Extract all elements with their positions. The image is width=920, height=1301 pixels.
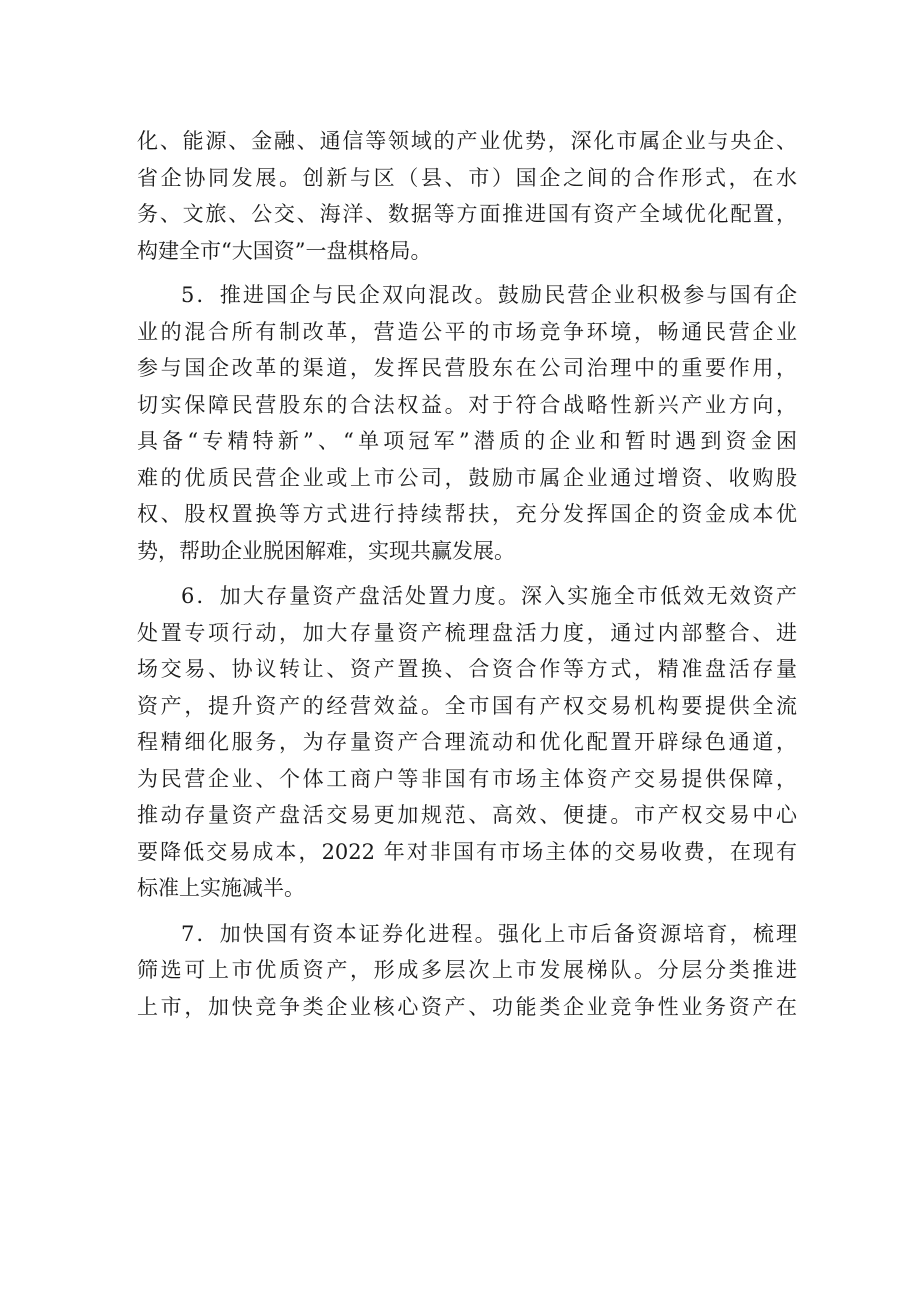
- text-line: 为民营企业、个体工商户等非国有市场主体资产交易提供保障，: [137, 766, 797, 791]
- paragraph-item-5: [137, 277, 797, 569]
- text-line: 筛选可上市优质资产，形成多层次上市发展梯队。分层分类推进: [137, 958, 797, 982]
- text-line: 构建全市“大国资”一盘棋格局。: [137, 238, 432, 263]
- text-line: 6．加大存量资产盘活处置力度。深入实施全市低效无效资产: [181, 584, 797, 608]
- paragraph-item-7: [137, 916, 797, 1026]
- text-line: 资产，提升资产的经营效益。全市国有产权交易机构要提供全流: [137, 693, 797, 718]
- text-line: 推动存量资产盘活交易更加规范、高效、便捷。市产权交易中心: [137, 803, 797, 827]
- text-line: 参与国企改革的渠道，发挥民营股东在公司治理中的重要作用，: [137, 356, 797, 380]
- text-line: 要降低交易成本，2022 年对非国有市场主体的交易收费，在现有: [137, 839, 797, 864]
- text-line: 具备“专精特新”、“单项冠军”潜质的企业和暂时遇到资金困: [137, 429, 797, 453]
- text-line: 省企协同发展。创新与区（县、市）国企之间的合作形式，在水: [137, 165, 797, 190]
- text-line: 难的优质民营企业或上市公司，鼓励市属企业通过增资、收购股: [137, 465, 797, 490]
- text-line: 权、股权置换等方式进行持续帮扶，充分发挥国企的资金成本优: [137, 502, 797, 526]
- paragraph-continuation: [137, 123, 797, 269]
- paragraph-item-6: [137, 578, 797, 907]
- text-line: 业的混合所有制改革，营造公平的市场竞争环境，畅通民营企业: [137, 319, 797, 344]
- text-line: 切实保障民营股东的合法权益。对于符合战略性新兴产业方向，: [137, 392, 797, 417]
- text-line: 场交易、协议转让、资产置换、合资合作等方式，精准盘活存量: [137, 657, 797, 681]
- text-line: 7．加快国有资本证券化进程。强化上市后备资源培育，梳理: [181, 921, 797, 946]
- document-body: [137, 123, 797, 1034]
- text-line: 5．推进国企与民企双向混改。鼓励民营企业积极参与国有企: [181, 283, 797, 307]
- text-line: 处置专项行动，加大存量资产梳理盘活力度，通过内部整合、进: [137, 620, 797, 645]
- text-line: 标准上实施减半。: [137, 876, 305, 900]
- text-line: 务、文旅、公交、海洋、数据等方面推进国有资产全域优化配置，: [137, 202, 797, 226]
- text-line: 程精细化服务，为存量资产合理流动和优化配置开辟绿色通道，: [137, 730, 797, 754]
- text-line: 化、能源、金融、通信等领域的产业优势，深化市属企业与央企、: [137, 129, 797, 153]
- text-line: 上市，加快竞争类企业核心资产、功能类企业竞争性业务资产在: [137, 994, 797, 1019]
- text-line: 势，帮助企业脱困解难，实现共赢发展。: [137, 538, 515, 563]
